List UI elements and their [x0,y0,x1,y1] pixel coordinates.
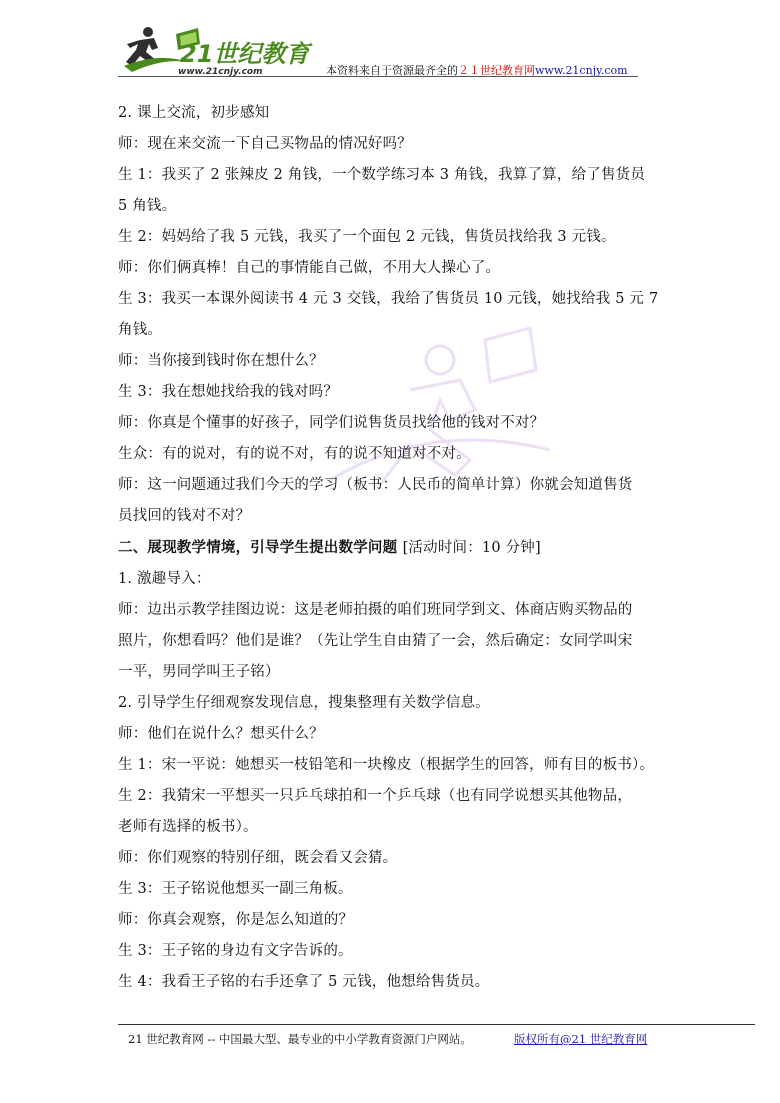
paragraph-text: 2. 课上交流，初步感知 [118,105,270,121]
paragraph-line [118,439,663,470]
page-header [0,0,780,90]
paragraph-text: 师：这一问题通过我们今天的学习（板书：人民币的简单计算）你就会知道售货 [118,477,633,493]
paragraph-line [118,905,663,936]
paragraph-line [118,874,663,905]
paragraph-text: 二、展现教学情境，引导学生提出数学问题 [118,539,398,556]
header-note-prefix: 本资料来自于资源最齐全的 [326,64,458,77]
paragraph-text: 角钱。 [118,322,163,338]
paragraph-text: 一平，男同学叫王子铭） [118,664,280,680]
paragraph-text: 老师有选择的板书）。 [118,819,258,835]
paragraph-line [118,377,663,408]
paragraph-text: 生 3：王子铭说他想买一副三角板。 [118,881,353,897]
paragraph-text: 2. 引导学生仔细观察发现信息，搜集整理有关数学信息。 [118,695,490,711]
paragraph-line [118,408,663,439]
header-divider [118,76,638,77]
footer-text: 21 世纪教育网 -- 中国最大型、最专业的中小学教育资源门户网站。 [128,1032,472,1046]
paragraph-text: 师：你们俩真棒！自己的事情能自己做，不用大人操心了。 [118,260,501,276]
paragraph-text: 照片，你想看吗？他们是谁？（先让学生自由猜了一会，然后确定：女同学叫宋 [118,633,633,649]
paragraph-line [118,781,663,812]
paragraph-line [118,688,663,719]
document-body [118,98,663,998]
paragraph-text: 生 3：王子铭的身边有文字告诉的。 [118,943,353,959]
paragraph-text: 师：现在来交流一下自己买物品的情况好吗？ [118,136,412,152]
paragraph-line [118,470,663,501]
paragraph-text: 员找回的钱对不对？ [118,508,251,524]
paragraph-line [118,501,663,532]
paragraph-text: 生 4：我看王子铭的右手还拿了 5 元钱，他想给售货员。 [118,974,490,990]
paragraph-line [118,222,663,253]
paragraph-text: 师：他们在说什么？想买什么？ [118,726,324,742]
footer-divider [118,1024,755,1025]
paragraph-line [118,129,663,160]
paragraph-text: 师：当你接到钱时你在想什么？ [118,353,324,369]
paragraph-text: 1. 激趣导入： [118,571,211,587]
paragraph-line [118,253,663,284]
paragraph-text: 生 3：我在想她找给我的钱对吗？ [118,384,339,400]
paragraph-text: 生 3：我买一本课外阅读书 4 元 3 交钱，我给了售货员 10 元钱，她找给我 5 元 7 [118,291,659,307]
paragraph-line [118,191,663,222]
paragraph-text: 5 角钱。 [118,198,177,214]
paragraph-text: 师：你们观察的特别仔细，既会看又会猜。 [118,850,398,866]
paragraph-text: 生 1：我买了 2 张辣皮 2 角钱，一个数学练习本 3 角钱，我算了算，给了售货员 [118,167,646,183]
paragraph-text: 师：你真是个懂事的好孩子，同学们说售货员找给他的钱对不对？ [118,415,545,431]
paragraph-text: 师：边出示教学挂图边说：这是老师拍摄的咱们班同学到文、体商店购买物品的 [118,602,633,618]
svg-text:www.21cnjy.com: www.21cnjy.com [178,67,263,77]
paragraph-line [118,657,663,688]
paragraph-line [118,315,663,346]
header-note-url[interactable]: www.21cnjy.com [535,64,628,77]
svg-text:21世纪教育: 21世纪教育 [180,40,310,68]
paragraph-line [118,346,663,377]
paragraph-text: 生 1：宋一平说：她想买一枝铅笔和一块橡皮（根据学生的回答，师有目的板书）。 [118,757,655,773]
paragraph-text: 生 2：我猜宋一平想买一只乒乓球拍和一个乒乓球（也有同学说想买其他物品， [118,788,633,804]
paragraph-line [118,719,663,750]
paragraph-line [118,98,663,129]
paragraph-line [118,626,663,657]
paragraph-line [118,936,663,967]
paragraph-line [118,750,663,781]
footer-copyright-link[interactable]: 版权所有@21 世纪教育网 [514,1032,648,1046]
paragraph-line [118,160,663,191]
header-note-site: ２１世纪教育网 [458,64,535,77]
paragraph-text: 师：你真会观察，你是怎么知道的？ [118,912,354,928]
paragraph-line [118,564,663,595]
paragraph-line [118,843,663,874]
paragraph-line [118,532,663,564]
paragraph-line [118,284,663,315]
paragraph-text: 生众：有的说对，有的说不对，有的说不知道对不对。 [118,446,471,462]
activity-time-note: [活动时间：10 分钟] [402,540,541,556]
paragraph-line [118,812,663,843]
paragraph-line [118,967,663,998]
site-logo [118,22,318,78]
paragraph-text: 生 2：妈妈给了我 5 元钱，我买了一个面包 2 元钱，售货员找给我 3 元钱。 [118,229,616,245]
paragraph-line [118,595,663,626]
